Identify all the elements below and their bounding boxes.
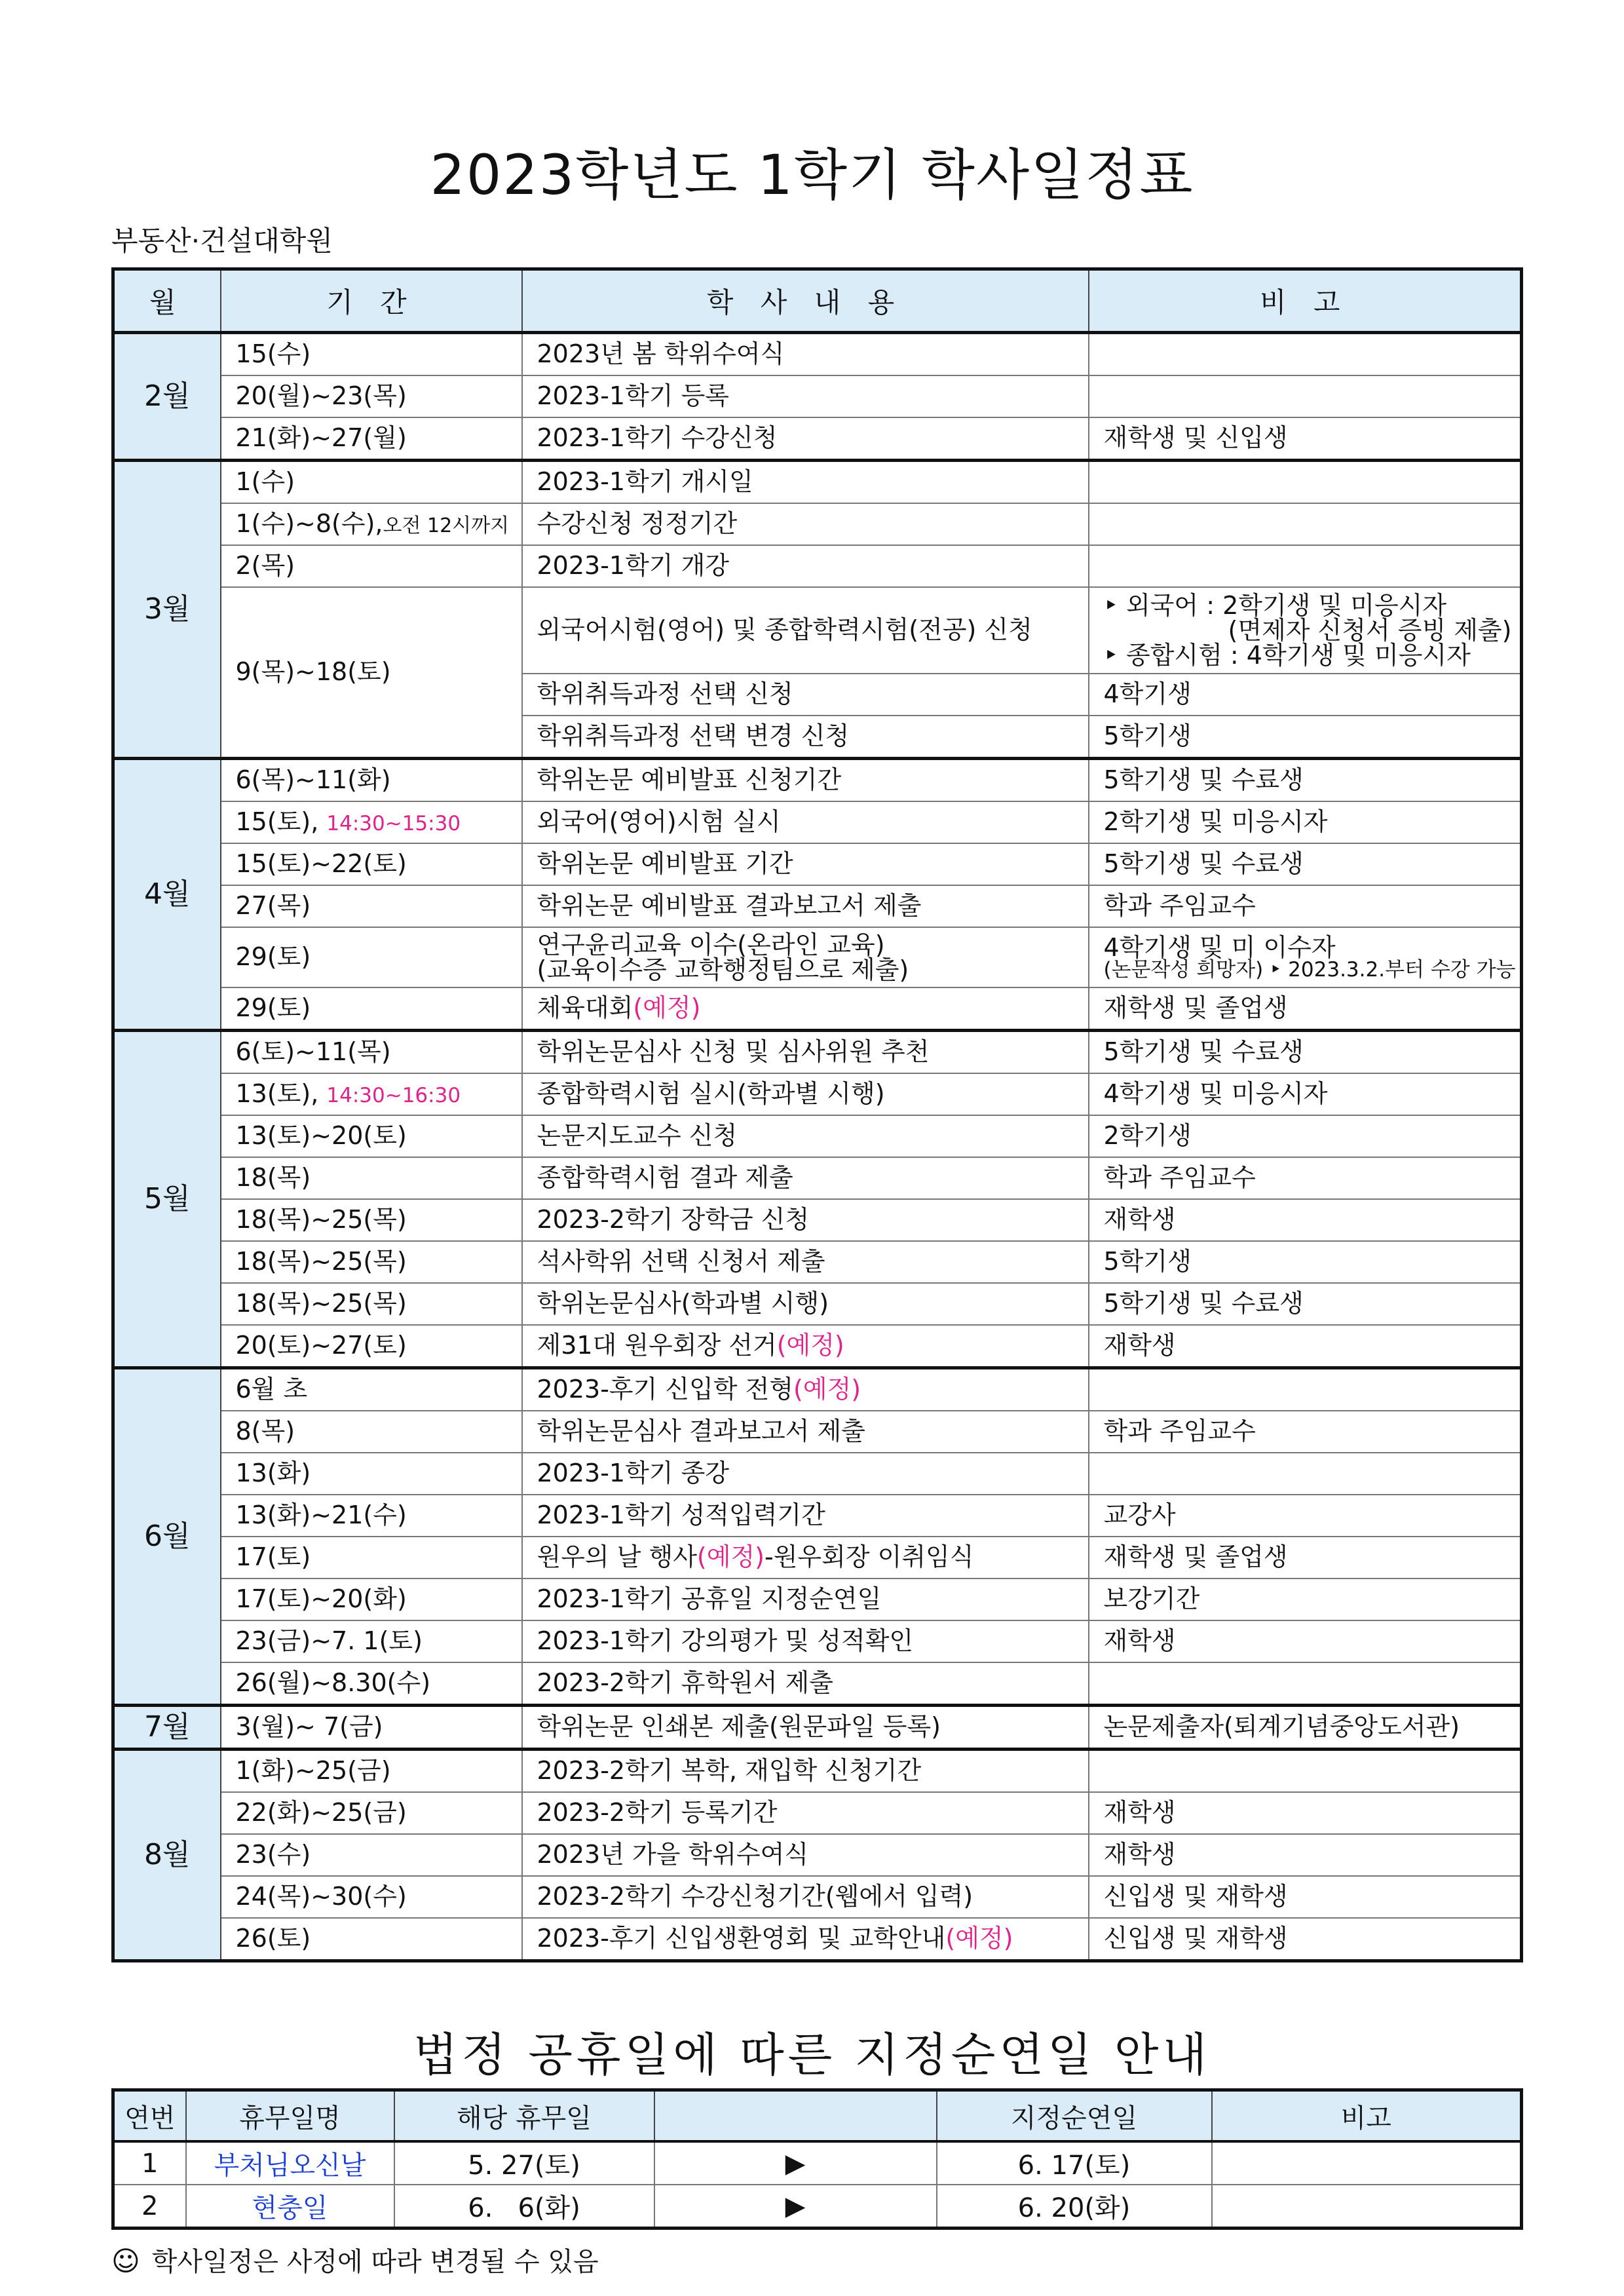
note-cell (1089, 545, 1522, 587)
note-cell: 교강사 (1089, 1495, 1522, 1537)
period-cell: 18(목) (221, 1157, 522, 1199)
content-cell (522, 1368, 1089, 1411)
note-cell (1089, 333, 1522, 376)
content-cell: 학위논문심사 신청 및 심사위원 추천 (522, 1031, 1089, 1074)
period-cell: 2(목) (221, 545, 522, 587)
note-cell: 5학기생 및 수료생 (1089, 843, 1522, 885)
note-cell (1089, 1368, 1522, 1411)
note-cell: 재학생 및 졸업생 (1089, 987, 1522, 1031)
content-cell: 학위논문 인쇄본 제출(원문파일 등록) (522, 1706, 1089, 1750)
content-cell: 2023년 봄 학위수여식 (522, 333, 1089, 376)
header-holiday-name: 휴무일명 (186, 2090, 394, 2142)
content-cell: 종합학력시험 실시(학과별 시행) (522, 1073, 1089, 1115)
ethics-line: 연구윤리교육 이수(온라인 교육) (537, 930, 885, 959)
table-row (113, 1620, 1522, 1662)
footer-note-text: 학사일정은 사정에 따라 변경될 수 있음 (151, 2247, 599, 2277)
content-cell: 2023-2학기 복학, 재입학 신청기간 (522, 1750, 1089, 1793)
ethics-note-line: 4학기생 및 미 이수자 (1103, 932, 1336, 962)
ethics-note-part: (논문작성 희망자) (1103, 957, 1264, 982)
period-cell: 1(수) (221, 461, 522, 504)
makeup-date: 6. 17(토) (937, 2141, 1212, 2185)
table-row (113, 1325, 1522, 1368)
note-cell (1089, 503, 1522, 545)
note-cell (1089, 1453, 1522, 1495)
note-cell: 재학생 (1089, 1199, 1522, 1241)
content-cell (522, 927, 1089, 987)
deadline-note: 오전 12시까지 (383, 514, 510, 538)
period-cell: 26(토) (221, 1918, 522, 1961)
content-cell: 2023-2학기 장학금 신청 (522, 1199, 1089, 1241)
note-cell: 재학생 및 졸업생 (1089, 1537, 1522, 1578)
content-cell: 2023-2학기 수강신청기간(웹에서 입력) (522, 1876, 1089, 1918)
holiday-table (111, 2088, 1523, 2230)
month-label-may: 5월 (113, 1031, 221, 1368)
period-cell: 20(토)~27(토) (221, 1325, 522, 1368)
note-cell: 신입생 및 재학생 (1089, 1918, 1522, 1961)
content-cell: 2023-1학기 개시일 (522, 461, 1089, 504)
content-text: 체육대회 (537, 993, 633, 1023)
period-cell: 6월 초 (221, 1368, 522, 1411)
table-row (113, 1157, 1522, 1199)
table-row (113, 375, 1522, 417)
note-cell: 4학기생 및 미응시자 (1089, 1073, 1522, 1115)
table-row (113, 1241, 1522, 1283)
table-row (113, 587, 1522, 674)
note-cell (1089, 927, 1522, 987)
period-text: 15(토), (235, 807, 319, 837)
note-cell: 2학기생 (1089, 1115, 1522, 1157)
period-cell: 13(화)~21(수) (221, 1495, 522, 1537)
table-row (113, 1073, 1522, 1115)
month-label-feb: 2월 (113, 333, 221, 461)
smiley-icon: ☺ (111, 2245, 140, 2277)
header-content: 학 사 내 용 (522, 269, 1089, 333)
ethics-note-line (1103, 957, 1520, 982)
content-cell: 학위취득과정 선택 신청 (522, 674, 1089, 716)
period-cell: 13(화) (221, 1453, 522, 1495)
period-cell: 8(목) (221, 1411, 522, 1453)
month-label-jun: 6월 (113, 1368, 221, 1706)
table-row (113, 1706, 1522, 1750)
holiday-date: 5. 27(토) (394, 2141, 654, 2185)
table-row (113, 1876, 1522, 1918)
note-cell: 재학생 (1089, 1834, 1522, 1876)
note-cell: 신입생 및 재학생 (1089, 1876, 1522, 1918)
content-cell: 2023-1학기 공휴일 지정순연일 (522, 1578, 1089, 1620)
content-cell: 2023-1학기 종강 (522, 1453, 1089, 1495)
table-row (113, 545, 1522, 587)
holiday-remark (1212, 2141, 1522, 2185)
period-cell: 24(목)~30(수) (221, 1876, 522, 1918)
arrow-right-icon: ▶ (654, 2185, 937, 2229)
exam-note-line: (면제자 신청서 증빙 제출) (1228, 616, 1512, 645)
note-cell (1089, 1662, 1522, 1706)
period-cell: 29(토) (221, 987, 522, 1031)
content-cell: 2023년 가을 학위수여식 (522, 1834, 1089, 1876)
content-cell: 2023-1학기 수강신청 (522, 417, 1089, 461)
note-cell: 5학기생 및 수료생 (1089, 1283, 1522, 1325)
note-cell (1089, 461, 1522, 504)
table-row (113, 759, 1522, 802)
content-cell: 석사학위 선택 신청서 제출 (522, 1241, 1089, 1283)
period-cell: 23(금)~7. 1(토) (221, 1620, 522, 1662)
content-cell: 2023-2학기 휴학원서 제출 (522, 1662, 1089, 1706)
period-cell (221, 503, 522, 545)
note-cell: 학과 주임교수 (1089, 1411, 1522, 1453)
content-cell (522, 1918, 1089, 1961)
table-row (113, 1115, 1522, 1157)
arrow-right-icon: ▶ (654, 2141, 937, 2185)
footer-note (111, 2241, 599, 2278)
table-row (113, 1453, 1522, 1495)
month-label-mar: 3월 (113, 461, 221, 759)
note-cell: 재학생 (1089, 1325, 1522, 1368)
table-row (113, 987, 1522, 1031)
holiday-name: 부처님오신날 (186, 2141, 394, 2185)
header-no: 연번 (113, 2090, 186, 2142)
period-cell: 26(월)~8.30(수) (221, 1662, 522, 1706)
table-row (113, 1662, 1522, 1706)
period-cell: 18(목)~25(목) (221, 1199, 522, 1241)
header-month: 월 (113, 269, 221, 333)
content-cell: 외국어(영어)시험 실시 (522, 801, 1089, 843)
content-text: 제31대 원우회장 선거 (537, 1331, 777, 1360)
note-cell (1089, 1750, 1522, 1793)
holiday-section-title: 법정 공휴일에 따른 지정순연일 안내 (413, 2028, 1211, 2082)
note-cell: 5학기생 및 수료생 (1089, 759, 1522, 802)
schedule-table (111, 267, 1523, 1962)
period-cell: 22(화)~25(금) (221, 1792, 522, 1834)
ethics-line: (교육이수증 교학행정팀으로 제출) (537, 955, 909, 984)
period-cell (221, 1073, 522, 1115)
makeup-date: 6. 20(화) (937, 2185, 1212, 2229)
content-text: 2023-후기 신입학 전형 (537, 1375, 794, 1404)
content-cell: 학위논문 예비발표 결과보고서 제출 (522, 885, 1089, 927)
content-cell: 종합학력시험 결과 제출 (522, 1157, 1089, 1199)
period-cell: 3(월)~ 7(금) (221, 1706, 522, 1750)
header-period: 기 간 (221, 269, 522, 333)
content-cell: 2023-1학기 개강 (522, 545, 1089, 587)
holiday-no: 1 (113, 2141, 186, 2185)
period-cell (221, 801, 522, 843)
period-cell: 6(목)~11(화) (221, 759, 522, 802)
period-cell: 15(수) (221, 333, 522, 376)
content-cell: 2023-1학기 성적입력기간 (522, 1495, 1089, 1537)
table-row (113, 885, 1522, 927)
note-cell: 5학기생 (1089, 1241, 1522, 1283)
tentative-tag: (예정) (945, 1924, 1013, 1953)
note-cell: 학과 주임교수 (1089, 1157, 1522, 1199)
content-cell: 학위취득과정 선택 변경 신청 (522, 716, 1089, 759)
content-cell: 학위논문심사 결과보고서 제출 (522, 1411, 1089, 1453)
period-text: 1(수)~8(수), (235, 509, 383, 539)
exam-time: 14:30~15:30 (326, 812, 461, 836)
table-row (113, 1792, 1522, 1834)
exam-note-line: ‣ 외국어 : 2학기생 및 미응시자 (1103, 591, 1447, 620)
table-row (113, 461, 1522, 504)
period-cell: 9(목)~18(토) (221, 587, 522, 759)
period-cell: 18(목)~25(목) (221, 1241, 522, 1283)
holiday-name: 현충일 (186, 2185, 394, 2229)
table-row (113, 1031, 1522, 1074)
content-cell: 논문지도교수 신청 (522, 1115, 1089, 1157)
note-cell (1089, 375, 1522, 417)
table-row (113, 333, 1522, 376)
table-row (113, 1199, 1522, 1241)
ethics-note-part: ‣ 2023.3.2.부터 수강 가능 (1270, 957, 1516, 982)
note-cell: 재학생 및 신입생 (1089, 417, 1522, 461)
period-cell: 13(토)~20(토) (221, 1115, 522, 1157)
note-cell: 5학기생 및 수료생 (1089, 1031, 1522, 1074)
header-holiday-date: 해당 휴무일 (394, 2090, 654, 2142)
period-cell: 29(토) (221, 927, 522, 987)
note-cell: 학과 주임교수 (1089, 885, 1522, 927)
period-cell: 20(월)~23(목) (221, 375, 522, 417)
holiday-no: 2 (113, 2185, 186, 2229)
tentative-tag: (예정) (776, 1331, 844, 1360)
content-text: 원우의 날 행사 (537, 1542, 697, 1572)
header-remark: 비고 (1212, 2090, 1522, 2142)
content-suffix: -원우회장 이취임식 (765, 1542, 974, 1572)
tentative-tag: (예정) (633, 993, 701, 1023)
content-cell: 외국어시험(영어) 및 종합학력시험(전공) 신청 (522, 587, 1089, 674)
content-cell: 학위논문 예비발표 신청기간 (522, 759, 1089, 802)
content-cell: 2023-1학기 강의평가 및 성적확인 (522, 1620, 1089, 1662)
content-cell: 2023-2학기 등록기간 (522, 1792, 1089, 1834)
table-row (113, 1578, 1522, 1620)
exam-note-line: ‣ 종합시험 : 4학기생 및 미응시자 (1103, 641, 1471, 670)
table-row (113, 417, 1522, 461)
table-row (113, 1537, 1522, 1578)
period-cell: 1(화)~25(금) (221, 1750, 522, 1793)
content-cell (522, 1537, 1089, 1578)
note-cell: 재학생 (1089, 1792, 1522, 1834)
holiday-remark (1212, 2185, 1522, 2229)
content-cell (522, 1325, 1089, 1368)
period-cell: 15(토)~22(토) (221, 843, 522, 885)
header-arrow (654, 2090, 937, 2142)
header-makeup-date: 지정순연일 (937, 2090, 1212, 2142)
table-row (113, 1368, 1522, 1411)
month-label-apr: 4월 (113, 759, 221, 1031)
content-cell: 학위논문심사(학과별 시행) (522, 1283, 1089, 1325)
note-cell: 재학생 (1089, 1620, 1522, 1662)
table-row (113, 801, 1522, 843)
period-text: 13(토), (235, 1079, 319, 1109)
table-row (113, 927, 1522, 987)
table-row (113, 843, 1522, 885)
holiday-header-row (113, 2090, 1522, 2142)
content-cell (522, 987, 1089, 1031)
content-cell: 2023-1학기 등록 (522, 375, 1089, 417)
note-cell: 4학기생 (1089, 674, 1522, 716)
table-row (113, 1283, 1522, 1325)
table-row (113, 2185, 1522, 2229)
table-row (113, 1834, 1522, 1876)
department-label: 부동산·건설대학원 (111, 225, 333, 257)
tentative-tag: (예정) (793, 1375, 861, 1404)
table-row (113, 1495, 1522, 1537)
content-text: 2023-후기 신입생환영회 및 교학안내 (537, 1924, 946, 1953)
period-cell: 17(토)~20(화) (221, 1578, 522, 1620)
period-cell: 18(목)~25(목) (221, 1283, 522, 1325)
period-cell: 27(목) (221, 885, 522, 927)
period-cell: 23(수) (221, 1834, 522, 1876)
note-cell: 보강기간 (1089, 1578, 1522, 1620)
period-cell: 21(화)~27(월) (221, 417, 522, 461)
month-label-aug: 8월 (113, 1750, 221, 1961)
content-cell: 수강신청 정정기간 (522, 503, 1089, 545)
note-cell (1089, 587, 1522, 674)
table-row (113, 1918, 1522, 1961)
tentative-tag: (예정) (696, 1542, 765, 1572)
note-cell: 논문제출자(퇴계기념중앙도서관) (1089, 1706, 1522, 1750)
holiday-date: 6. 6(화) (394, 2185, 654, 2229)
table-row (113, 1411, 1522, 1453)
schedule-header-row (113, 269, 1522, 333)
table-row (113, 2141, 1522, 2185)
period-cell: 6(토)~11(목) (221, 1031, 522, 1074)
note-cell: 5학기생 (1089, 716, 1522, 759)
period-cell: 17(토) (221, 1537, 522, 1578)
header-note: 비 고 (1089, 269, 1522, 333)
month-label-jul: 7월 (113, 1706, 221, 1750)
content-cell: 학위논문 예비발표 기간 (522, 843, 1089, 885)
table-row (113, 503, 1522, 545)
note-cell: 2학기생 및 미응시자 (1089, 801, 1522, 843)
exam-time: 14:30~16:30 (326, 1084, 461, 1108)
table-row (113, 1750, 1522, 1793)
page-title: 2023학년도 1학기 학사일정표 (430, 143, 1194, 207)
